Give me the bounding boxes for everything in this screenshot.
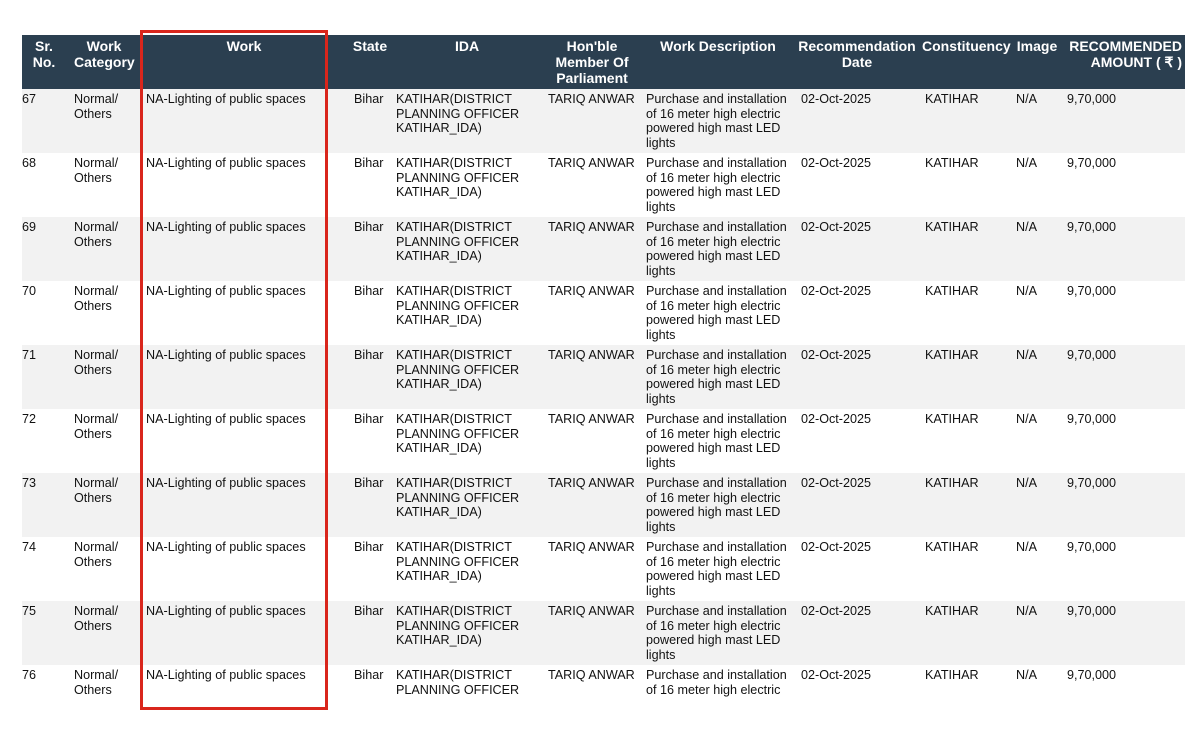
cell-recommendation-date: 02-Oct-2025 [801, 476, 872, 490]
cell-recommendation-date: 02-Oct-2025 [801, 668, 872, 682]
cell-member: TARIQ ANWAR [548, 284, 635, 298]
table-row [22, 153, 1185, 217]
cell-sr-no: 67 [22, 92, 37, 106]
cell-work-description: Purchase and installation of 16 meter high electric [646, 668, 787, 697]
header-image[interactable]: Image [1016, 38, 1058, 54]
cell-work-category: Normal/ Others [74, 540, 119, 569]
cell-work-description: Purchase and installation of 16 meter high electric powered high mast LED lights [646, 156, 787, 214]
cell-ida: KATIHAR(DISTRICT PLANNING OFFICER KATIHAR_IDA) [396, 284, 520, 328]
cell-sr-no: 69 [22, 220, 37, 234]
cell-work-category: Normal/ Others [74, 220, 119, 249]
table-row [22, 345, 1185, 409]
table-row [22, 217, 1185, 281]
header-ida[interactable]: IDA [454, 38, 480, 54]
cell-image: N/A [1016, 476, 1037, 490]
cell-state: Bihar [354, 220, 384, 234]
cell-amount: 9,70,000 [1067, 220, 1117, 234]
cell-constituency: KATIHAR [925, 668, 979, 682]
cell-work-description: Purchase and installation of 16 meter high electric powered high mast LED lights [646, 348, 787, 406]
header-work-description[interactable]: Work Description [660, 38, 776, 54]
cell-work-category: Normal/ Others [74, 348, 119, 377]
cell-work-category: Normal/ Others [74, 284, 119, 313]
cell-sr-no: 72 [22, 412, 37, 426]
cell-sr-no: 68 [22, 156, 37, 170]
cell-work: NA-Lighting of public spaces [146, 412, 306, 426]
table-row [22, 665, 1185, 729]
cell-member: TARIQ ANWAR [548, 668, 635, 682]
cell-sr-no: 76 [22, 668, 37, 682]
cell-recommendation-date: 02-Oct-2025 [801, 348, 872, 362]
cell-member: TARIQ ANWAR [548, 156, 635, 170]
cell-sr-no: 71 [22, 348, 37, 362]
cell-recommendation-date: 02-Oct-2025 [801, 92, 872, 106]
cell-constituency: KATIHAR [925, 348, 979, 362]
cell-constituency: KATIHAR [925, 540, 979, 554]
cell-work: NA-Lighting of public spaces [146, 476, 306, 490]
cell-member: TARIQ ANWAR [548, 412, 635, 426]
cell-sr-no: 70 [22, 284, 37, 298]
cell-image: N/A [1016, 284, 1037, 298]
cell-sr-no: 75 [22, 604, 37, 618]
cell-sr-no: 74 [22, 540, 37, 554]
cell-image: N/A [1016, 604, 1037, 618]
cell-work: NA-Lighting of public spaces [146, 604, 306, 618]
cell-work-description: Purchase and installation of 16 meter high electric powered high mast LED lights [646, 412, 787, 470]
table-body [22, 89, 1185, 729]
cell-ida: KATIHAR(DISTRICT PLANNING OFFICER KATIHAR_IDA) [396, 412, 520, 456]
header-work[interactable]: Work [226, 38, 262, 54]
cell-ida: KATIHAR(DISTRICT PLANNING OFFICER KATIHAR_IDA) [396, 540, 520, 584]
cell-state: Bihar [354, 92, 384, 106]
cell-image: N/A [1016, 412, 1037, 426]
cell-constituency: KATIHAR [925, 156, 979, 170]
cell-state: Bihar [354, 604, 384, 618]
table-row [22, 537, 1185, 601]
cell-image: N/A [1016, 668, 1037, 682]
cell-amount: 9,70,000 [1067, 156, 1117, 170]
table-row [22, 473, 1185, 537]
cell-work-category: Normal/ Others [74, 668, 119, 697]
header-constituency[interactable]: Constituency [922, 38, 1011, 54]
header-sr-no[interactable]: Sr. No. [32, 38, 56, 70]
cell-constituency: KATIHAR [925, 604, 979, 618]
cell-amount: 9,70,000 [1067, 476, 1117, 490]
cell-work-description: Purchase and installation of 16 meter high electric powered high mast LED lights [646, 284, 787, 342]
header-state[interactable]: State [352, 38, 388, 54]
cell-work-description: Purchase and installation of 16 meter high electric powered high mast LED lights [646, 604, 787, 662]
cell-image: N/A [1016, 220, 1037, 234]
cell-amount: 9,70,000 [1067, 348, 1117, 362]
cell-ida: KATIHAR(DISTRICT PLANNING OFFICER KATIHAR_IDA) [396, 604, 520, 648]
cell-state: Bihar [354, 668, 384, 682]
cell-amount: 9,70,000 [1067, 540, 1117, 554]
cell-image: N/A [1016, 540, 1037, 554]
cell-work: NA-Lighting of public spaces [146, 156, 306, 170]
header-work-category[interactable]: Work Category [74, 38, 135, 70]
cell-image: N/A [1016, 92, 1037, 106]
table-row [22, 601, 1185, 665]
cell-image: N/A [1016, 348, 1037, 362]
table-row [22, 409, 1185, 473]
cell-work: NA-Lighting of public spaces [146, 668, 306, 682]
cell-work: NA-Lighting of public spaces [146, 284, 306, 298]
cell-work: NA-Lighting of public spaces [146, 220, 306, 234]
cell-ida: KATIHAR(DISTRICT PLANNING OFFICER KATIHAR_IDA) [396, 348, 520, 392]
cell-amount: 9,70,000 [1067, 668, 1117, 682]
works-table [22, 35, 1185, 729]
cell-work-category: Normal/ Others [74, 156, 119, 185]
cell-recommendation-date: 02-Oct-2025 [801, 540, 872, 554]
cell-constituency: KATIHAR [925, 476, 979, 490]
cell-work-description: Purchase and installation of 16 meter high electric powered high mast LED lights [646, 92, 787, 150]
cell-work-category: Normal/ Others [74, 412, 119, 441]
table-header [22, 35, 1185, 89]
cell-work: NA-Lighting of public spaces [146, 92, 306, 106]
header-recommendation-date[interactable]: Recommendation Date [798, 38, 916, 70]
cell-amount: 9,70,000 [1067, 92, 1117, 106]
cell-recommendation-date: 02-Oct-2025 [801, 604, 872, 618]
cell-recommendation-date: 02-Oct-2025 [801, 412, 872, 426]
cell-recommendation-date: 02-Oct-2025 [801, 220, 872, 234]
cell-image: N/A [1016, 156, 1037, 170]
cell-member: TARIQ ANWAR [548, 604, 635, 618]
cell-ida: KATIHAR(DISTRICT PLANNING OFFICER KATIHAR_IDA) [396, 156, 520, 200]
cell-work-category: Normal/ Others [74, 92, 119, 121]
cell-constituency: KATIHAR [925, 92, 979, 106]
cell-member: TARIQ ANWAR [548, 220, 635, 234]
cell-constituency: KATIHAR [925, 412, 979, 426]
cell-state: Bihar [354, 540, 384, 554]
cell-state: Bihar [354, 156, 384, 170]
header-member[interactable]: Hon'ble Member Of Parliament [555, 38, 629, 86]
cell-member: TARIQ ANWAR [548, 540, 635, 554]
cell-work-description: Purchase and installation of 16 meter high electric powered high mast LED lights [646, 540, 787, 598]
table-row [22, 89, 1185, 153]
cell-work: NA-Lighting of public spaces [146, 540, 306, 554]
cell-recommendation-date: 02-Oct-2025 [801, 284, 872, 298]
cell-amount: 9,70,000 [1067, 284, 1117, 298]
cell-amount: 9,70,000 [1067, 604, 1117, 618]
table-row [22, 281, 1185, 345]
cell-state: Bihar [354, 476, 384, 490]
cell-work-category: Normal/ Others [74, 604, 119, 633]
cell-member: TARIQ ANWAR [548, 92, 635, 106]
cell-ida: KATIHAR(DISTRICT PLANNING OFFICER KATIHAR_IDA) [396, 92, 520, 136]
cell-member: TARIQ ANWAR [548, 476, 635, 490]
cell-work: NA-Lighting of public spaces [146, 348, 306, 362]
cell-state: Bihar [354, 284, 384, 298]
cell-amount: 9,70,000 [1067, 412, 1117, 426]
cell-sr-no: 73 [22, 476, 37, 490]
cell-constituency: KATIHAR [925, 220, 979, 234]
cell-ida: KATIHAR(DISTRICT PLANNING OFFICER [396, 668, 520, 697]
cell-work-category: Normal/ Others [74, 476, 119, 505]
header-amount[interactable]: RECOMMENDED AMOUNT ( ₹ ) [1069, 38, 1182, 70]
cell-constituency: KATIHAR [925, 284, 979, 298]
cell-work-description: Purchase and installation of 16 meter high electric powered high mast LED lights [646, 220, 787, 278]
cell-state: Bihar [354, 412, 384, 426]
cell-member: TARIQ ANWAR [548, 348, 635, 362]
cell-ida: KATIHAR(DISTRICT PLANNING OFFICER KATIHAR_IDA) [396, 476, 520, 520]
cell-ida: KATIHAR(DISTRICT PLANNING OFFICER KATIHAR_IDA) [396, 220, 520, 264]
cell-recommendation-date: 02-Oct-2025 [801, 156, 872, 170]
cell-work-description: Purchase and installation of 16 meter high electric powered high mast LED lights [646, 476, 787, 534]
cell-state: Bihar [354, 348, 384, 362]
